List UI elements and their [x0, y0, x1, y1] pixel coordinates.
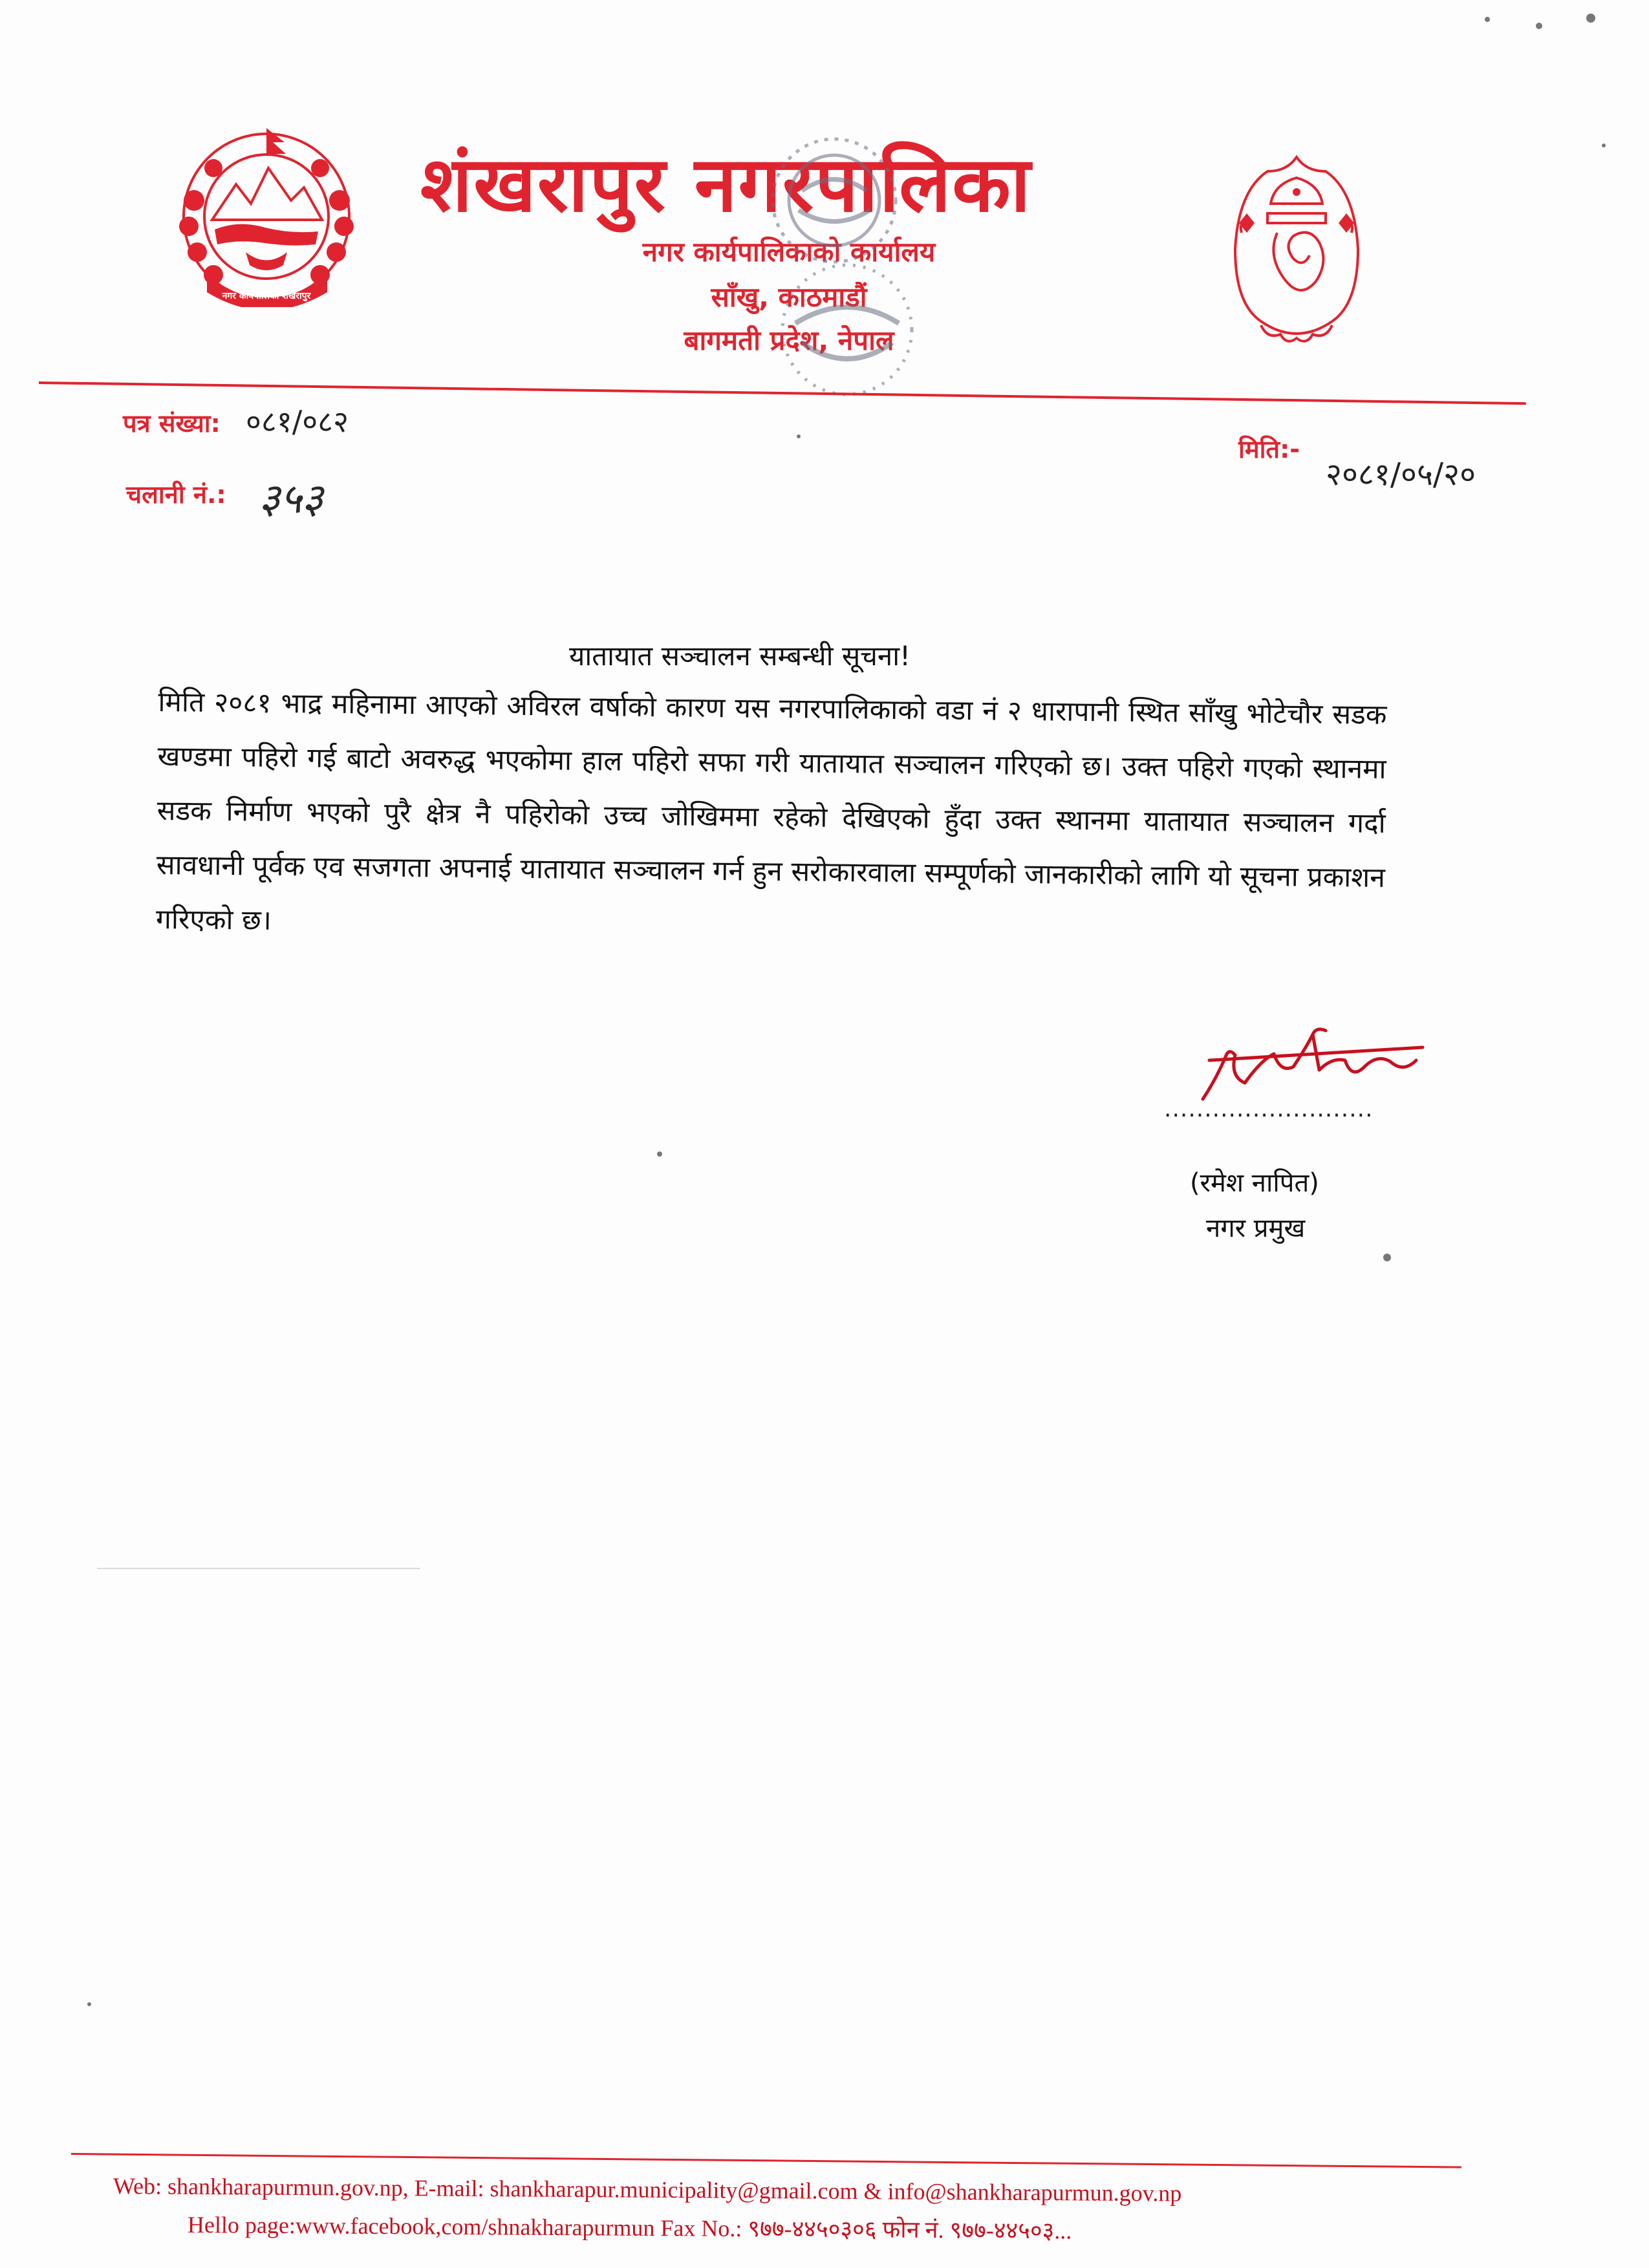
letter-number-value: ०८१/०८२ [246, 404, 349, 439]
notice-subject: यातायात सञ्चालन सम्बन्धी सूचना! [569, 640, 911, 672]
footer-contact-social-fax: Hello page:www.facebook,com/shnakharapurmun Fax No.: ९७७-४४५०३०६ फोन नं. ९७७-४४५०३... [187, 2212, 1072, 2244]
letter-number-label: पत्र संख्या: [123, 409, 221, 438]
signature-line: .......................... [1164, 1096, 1374, 1122]
org-name: शंखरापुर नगरपालिका [420, 140, 1032, 229]
office-city: साँखु, काठमाडौं [711, 281, 867, 313]
notice-body: मिति २०८१ भाद्र महिनामा आएको अविरल वर्षाको कारण यस नगरपालिकाको वडा नं २ धारापानी स्थित साँखु भोटेचौर सडक खण्डमा पहिरो गई बाटो अवरुद्ध भएकोमा हाल पहिरो सफा गरी यातायात सञ्चालन गरिएको छ। उक्त पहिरो गएको स्थानमा सडक निर्माण भएको पुरै क्षेत्र नै पहिरोको उच्च जोखिममा रहेको देखिएको हुँदा उक्त स्थानमा यातायात सञ्चालन गर्दा सावधानी पूर्वक एव सजगता अपनाई यातायात सञ्चालन गर्न हुन सरोकारवाला सम्पूर्णको जानकारीको लागि यो सूचना प्रकाशन गरिएको छ। [155, 686, 1387, 937]
date-label: मिति:- [1238, 435, 1300, 464]
footer-contact-web-email: Web: shankharapurmun.gov.np, E-mail: shankharapur.municipality@gmail.com & info@shankharapurmun.gov.np [113, 2173, 1182, 2207]
dispatch-number-label: चलानी नं.: [126, 480, 226, 509]
date-value: २०८१/०५/२० [1326, 456, 1476, 493]
svg-text:नगर कार्यपालिका शंखरापुर: नगर कार्यपालिका शंखरापुर [222, 291, 311, 301]
signatory-title: नगर प्रमुख [1206, 1214, 1306, 1243]
signatory-name: (रमेश नापित) [1190, 1168, 1319, 1198]
conch-shell-emblem [1229, 152, 1364, 352]
office-stamp [724, 129, 944, 401]
footer-divider [71, 2153, 1461, 2168]
office-province: बागमती प्रदेश, नेपाल [684, 325, 894, 356]
nepal-emblem-logo [175, 123, 359, 307]
dispatch-number-value: ३५३ [259, 475, 323, 523]
office-name: नगर कार्यपालिकाको कार्यालय [642, 236, 936, 268]
